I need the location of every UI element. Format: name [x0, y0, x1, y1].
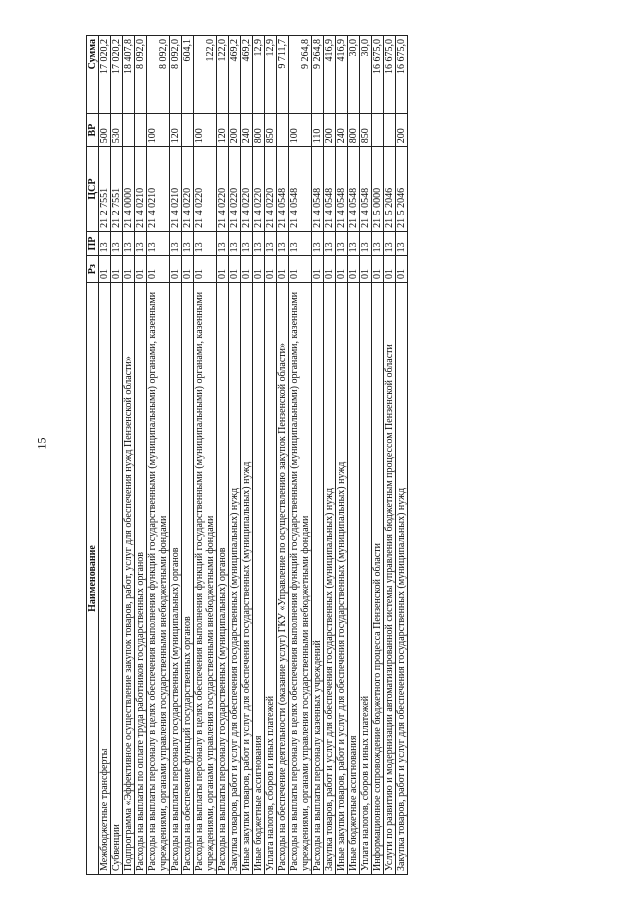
cell-name: Расходы на выплаты персоналу в целях обеспечения выполнения функций государственными (муниципальными) органами, казенными учреждениями, органами управления государственными внебюджетными фондами	[147, 283, 170, 875]
cell-csr: 21 5 2046	[384, 147, 396, 232]
cell-sum: 16 675,0	[372, 36, 384, 114]
cell-vr: 120	[217, 113, 229, 146]
cell-csr: 21 4 0220	[194, 147, 217, 232]
cell-csr: 21 4 0000	[123, 147, 135, 232]
cell-pr: 13	[277, 231, 289, 255]
cell-sum: 9 711,7	[277, 36, 289, 114]
header-pr: ПР	[87, 231, 99, 255]
cell-sum: 122,0	[217, 36, 229, 114]
cell-csr: 21 4 0548	[324, 147, 336, 232]
table-row	[194, 36, 217, 875]
cell-sum: 17 020,2	[111, 36, 123, 114]
cell-sum: 416,9	[336, 36, 348, 114]
cell-pr: 13	[372, 231, 384, 255]
table-row	[372, 36, 384, 875]
table-row	[289, 36, 312, 875]
cell-rz: 01	[194, 256, 217, 283]
cell-csr: 21 4 0220	[253, 147, 265, 232]
cell-name: Закупка товаров, работ и услуг для обеспечения государственных (муниципальных) нужд	[396, 283, 408, 875]
cell-rz: 01	[241, 256, 253, 283]
cell-name: Иные бюджетные ассигнования	[253, 283, 265, 875]
cell-csr: 21 4 0548	[277, 147, 289, 232]
cell-pr: 13	[384, 231, 396, 255]
cell-rz: 01	[217, 256, 229, 283]
cell-sum: 8 092,0	[135, 36, 147, 114]
cell-vr	[182, 113, 194, 146]
cell-csr: 21 5 2046	[396, 147, 408, 232]
cell-pr: 13	[360, 231, 372, 255]
header-csr: ЦСР	[87, 147, 99, 232]
cell-name: Услуги по развитию и модернизации автоматизированной системы управления бюджетным процессом Пензенской области	[384, 283, 396, 875]
cell-sum: 16 675,0	[396, 36, 408, 114]
cell-pr: 13	[241, 231, 253, 255]
table-row	[265, 36, 277, 875]
cell-rz: 01	[312, 256, 324, 283]
cell-csr: 21 4 0548	[289, 147, 312, 232]
cell-csr: 21 4 0210	[147, 147, 170, 232]
table-header-row	[87, 36, 99, 875]
cell-pr: 13	[170, 231, 182, 255]
cell-name: Уплата налогов, сборов и иных платежей	[265, 283, 277, 875]
table-row	[170, 36, 182, 875]
cell-name: Межбюджетные трансферты	[99, 283, 111, 875]
table-container	[86, 35, 568, 875]
cell-vr: 100	[194, 113, 217, 146]
cell-pr: 13	[99, 231, 111, 255]
cell-rz: 01	[289, 256, 312, 283]
cell-sum: 30,0	[360, 36, 372, 114]
cell-vr: 240	[241, 113, 253, 146]
table-row	[217, 36, 229, 875]
cell-sum: 416,9	[324, 36, 336, 114]
cell-sum: 12,9	[253, 36, 265, 114]
table-row	[123, 36, 135, 875]
cell-sum: 469,2	[229, 36, 241, 114]
cell-rz: 01	[147, 256, 170, 283]
cell-csr: 21 4 0210	[170, 147, 182, 232]
table-row	[253, 36, 265, 875]
cell-name: Иные бюджетные ассигнования	[348, 283, 360, 875]
cell-csr: 21 4 0548	[360, 147, 372, 232]
cell-rz: 01	[348, 256, 360, 283]
table-row	[312, 36, 324, 875]
cell-vr: 850	[360, 113, 372, 146]
cell-vr	[135, 113, 147, 146]
cell-rz: 01	[135, 256, 147, 283]
cell-vr: 500	[99, 113, 111, 146]
table-row	[111, 36, 123, 875]
cell-csr: 21 5 0000	[372, 147, 384, 232]
cell-sum: 8 092,0	[170, 36, 182, 114]
cell-rz: 01	[265, 256, 277, 283]
cell-sum: 9 264,8	[289, 36, 312, 114]
cell-rz: 01	[99, 256, 111, 283]
cell-rz: 01	[111, 256, 123, 283]
table-row	[241, 36, 253, 875]
cell-vr: 110	[312, 113, 324, 146]
cell-name: Расходы на выплаты персоналу в целях обеспечения выполнения функций государственными (муниципальными) органами, казенными учреждениями, органами управления государственными внебюджетными фондами	[289, 283, 312, 875]
cell-rz: 01	[170, 256, 182, 283]
cell-vr: 100	[289, 113, 312, 146]
cell-csr: 21 4 0548	[312, 147, 324, 232]
cell-name: Расходы на выплаты персоналу государственных (муниципальных) органов	[217, 283, 229, 875]
header-name: Наименование	[87, 283, 99, 875]
cell-rz: 01	[360, 256, 372, 283]
cell-pr: 13	[194, 231, 217, 255]
cell-sum: 18 407,8	[123, 36, 135, 114]
table-row	[336, 36, 348, 875]
cell-name: Подпрограмма «Эффективное осуществление закупок товаров, работ, услуг для обеспечения нужд Пензенской области»	[123, 283, 135, 875]
cell-rz: 01	[229, 256, 241, 283]
cell-rz: 01	[253, 256, 265, 283]
cell-sum: 16 675,0	[384, 36, 396, 114]
cell-vr: 100	[147, 113, 170, 146]
cell-sum: 12,9	[265, 36, 277, 114]
cell-sum: 604,1	[182, 36, 194, 114]
budget-table	[86, 35, 408, 875]
cell-pr: 13	[182, 231, 194, 255]
cell-name: Расходы на выплаты персоналу государственных (муниципальных) органов	[170, 283, 182, 875]
cell-csr: 21 4 0210	[135, 147, 147, 232]
cell-csr: 21 4 0548	[336, 147, 348, 232]
cell-vr	[277, 113, 289, 146]
cell-pr: 13	[396, 231, 408, 255]
cell-vr: 120	[170, 113, 182, 146]
cell-pr: 13	[253, 231, 265, 255]
cell-name: Информационное сопровождение бюджетного процесса Пензенской области	[372, 283, 384, 875]
cell-rz: 01	[123, 256, 135, 283]
cell-vr: 240	[336, 113, 348, 146]
cell-pr: 13	[123, 231, 135, 255]
header-vr: ВР	[87, 113, 99, 146]
cell-csr: 21 4 0220	[241, 147, 253, 232]
cell-vr: 800	[348, 113, 360, 146]
cell-vr: 200	[229, 113, 241, 146]
cell-csr: 21 4 0220	[265, 147, 277, 232]
cell-pr: 13	[348, 231, 360, 255]
cell-csr: 21 4 0548	[348, 147, 360, 232]
cell-csr: 21 4 0220	[229, 147, 241, 232]
cell-csr: 21 2 7551	[111, 147, 123, 232]
cell-name: Закупка товаров, работ и услуг для обеспечения государственных (муниципальных) нужд	[324, 283, 336, 875]
table-row	[348, 36, 360, 875]
cell-sum: 122,0	[194, 36, 217, 114]
cell-name: Уплата налогов, сборов и иных платежей	[360, 283, 372, 875]
cell-sum: 469,2	[241, 36, 253, 114]
cell-vr	[384, 113, 396, 146]
cell-pr: 13	[324, 231, 336, 255]
cell-vr: 200	[396, 113, 408, 146]
cell-name: Расходы на выплаты по оплате труда работников государственных органов	[135, 283, 147, 875]
cell-pr: 13	[111, 231, 123, 255]
cell-name: Расходы на обеспечение деятельности (оказание услуг) ГКУ «Управление по осуществлению закупок Пензенской области»	[277, 283, 289, 875]
cell-name: Расходы на выплаты персоналу казенных учреждений	[312, 283, 324, 875]
table-row	[277, 36, 289, 875]
table-row	[182, 36, 194, 875]
rotated-page	[86, 35, 568, 875]
header-sum: Сумма	[87, 36, 99, 114]
table-row	[99, 36, 111, 875]
cell-name: Закупка товаров, работ и услуг для обеспечения государственных (муниципальных) нужд	[229, 283, 241, 875]
cell-vr: 200	[324, 113, 336, 146]
table-row	[384, 36, 396, 875]
cell-rz: 01	[182, 256, 194, 283]
cell-pr: 13	[217, 231, 229, 255]
cell-rz: 01	[277, 256, 289, 283]
cell-vr: 800	[253, 113, 265, 146]
cell-rz: 01	[324, 256, 336, 283]
cell-vr: 530	[111, 113, 123, 146]
page-number: 15	[34, 437, 49, 450]
cell-pr: 13	[336, 231, 348, 255]
cell-csr: 21 4 0220	[217, 147, 229, 232]
cell-rz: 01	[372, 256, 384, 283]
header-rz: Рз	[87, 256, 99, 283]
cell-rz: 01	[384, 256, 396, 283]
cell-vr	[123, 113, 135, 146]
cell-pr: 13	[265, 231, 277, 255]
table-row	[396, 36, 408, 875]
cell-sum: 8 092,0	[147, 36, 170, 114]
table-row	[135, 36, 147, 875]
table-row	[147, 36, 170, 875]
cell-csr: 21 2 7551	[99, 147, 111, 232]
cell-rz: 01	[396, 256, 408, 283]
table-row	[229, 36, 241, 875]
cell-pr: 13	[229, 231, 241, 255]
cell-vr: 850	[265, 113, 277, 146]
cell-sum: 17 020,2	[99, 36, 111, 114]
cell-vr	[372, 113, 384, 146]
cell-pr: 13	[147, 231, 170, 255]
cell-sum: 30,0	[348, 36, 360, 114]
cell-name: Иные закупки товаров, работ и услуг для обеспечения государственных (муниципальных) нужд	[336, 283, 348, 875]
cell-name: Расходы на обеспечение функций государственных органов	[182, 283, 194, 875]
cell-name: Иные закупки товаров, работ и услуг для обеспечения государственных (муниципальных) нужд	[241, 283, 253, 875]
cell-pr: 13	[312, 231, 324, 255]
cell-pr: 13	[289, 231, 312, 255]
cell-name: Расходы на выплаты персоналу в целях обеспечения выполнения функций государственными (муниципальными) органами, казенными учреждениями, органами управления государственными внебюджетными фондами	[194, 283, 217, 875]
cell-rz: 01	[336, 256, 348, 283]
cell-csr: 21 4 0220	[182, 147, 194, 232]
cell-pr: 13	[135, 231, 147, 255]
cell-sum: 9 264,8	[312, 36, 324, 114]
table-row	[324, 36, 336, 875]
cell-name: Субвенции	[111, 283, 123, 875]
table-row	[360, 36, 372, 875]
